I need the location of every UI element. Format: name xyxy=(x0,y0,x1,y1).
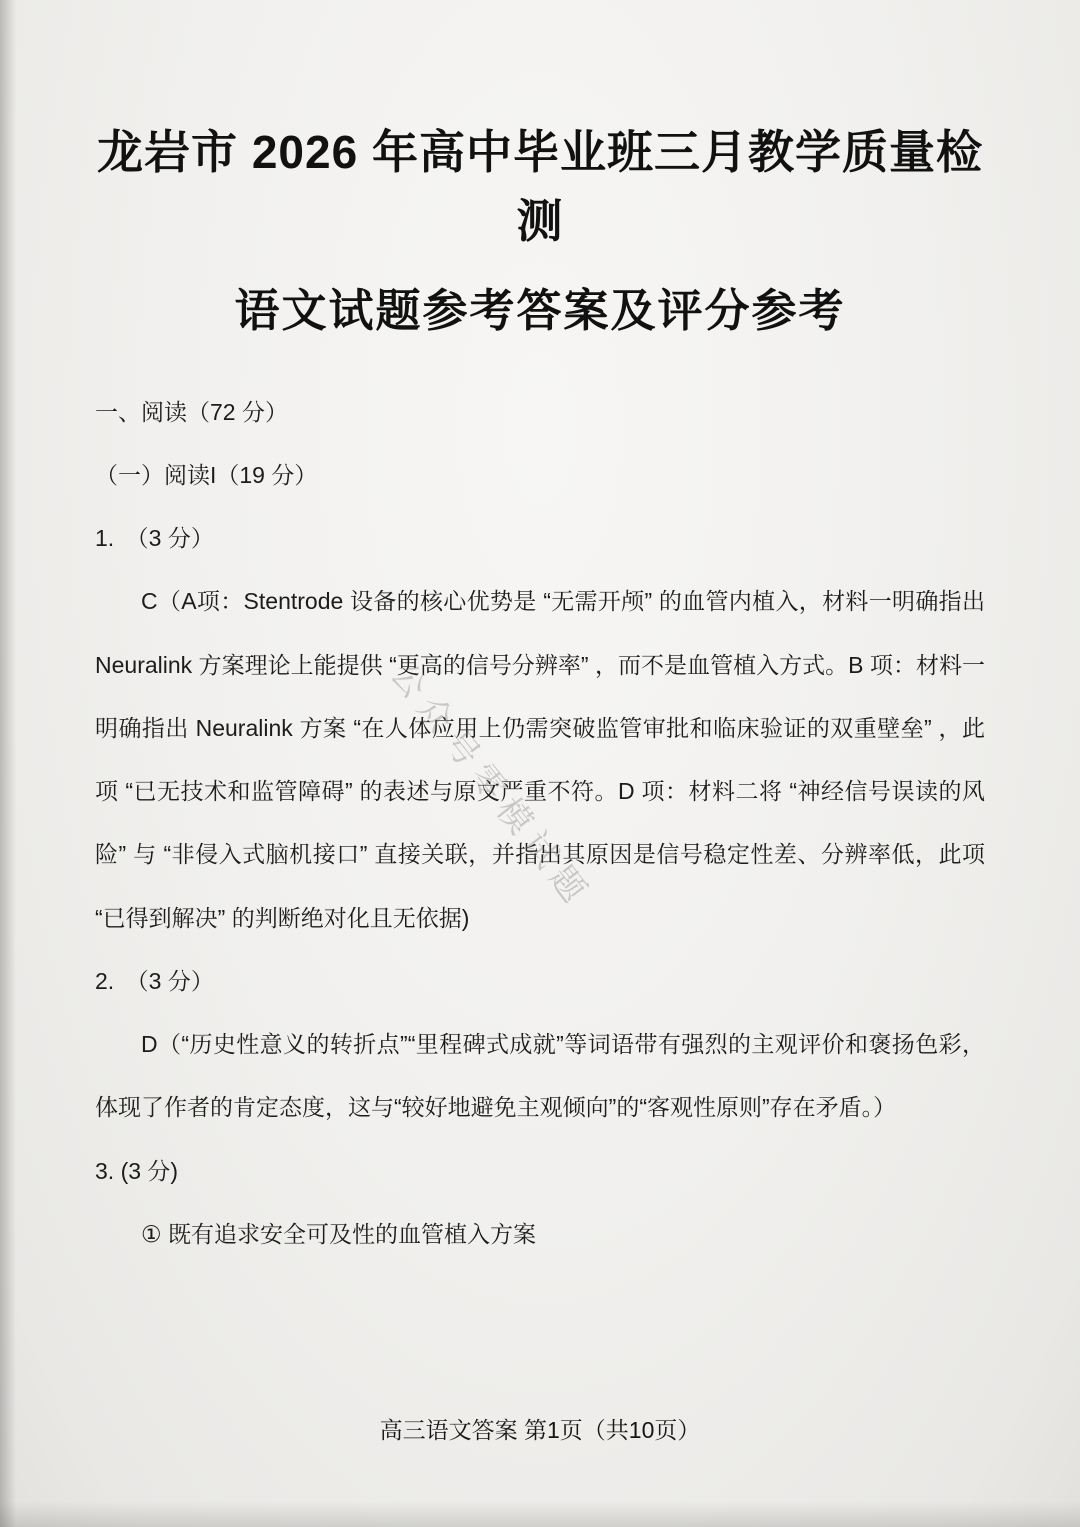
question1-answer: C（A项：Stentrode 设备的核心优势是 “无需开颅” 的血管内植入，材料一明确指出 Neuralink 方案理论上能提供 “更高的信号分辨率” ，而不是血管植入方式。B 项：材料一明确指出 Neuralink 方案 “在人体应用上仍需突破监管审批和临床验证的双重壁垒” ，此项 “已无技术和监管障碍” 的表述与原文严重不符。D 项：材料二将 “神经信号误读的风险” 与 “非侵入式脑机接口” 直接关联，并指出其原因是信号稳定性差、分辨率低，此项 “已得到解决” 的判断绝对化且无依据) xyxy=(95,588,985,931)
question1-label: 1. （3 分） xyxy=(95,525,214,551)
question3-label: 3. (3 分) xyxy=(95,1157,179,1184)
page-title: 龙岩市 2026 年高中毕业班三月教学质量检测 xyxy=(97,126,983,247)
page-subtitle: 语文试题参考答案及评分参考 xyxy=(234,285,846,336)
watermark-text: 公众号零模试题 xyxy=(382,655,599,917)
subsection-heading-reading1: （一）阅读I（19 分） xyxy=(95,461,318,488)
document-body xyxy=(95,381,985,1267)
page-footer: 高三语文答案 第1页（共10页） xyxy=(379,1417,701,1443)
question2-label: 2. （3 分） xyxy=(95,967,214,994)
section-heading-reading: 一、阅读（72 分） xyxy=(95,398,288,425)
question2-answer: D（“历史性意义的转折点”“里程碑式成就”等词语带有强烈的主观评价和褒扬色彩，体现了作者的肯定态度，这与“较好地避免主观倾向”的“客观性原则”存在矛盾。） xyxy=(95,1031,985,1121)
question3-answer: ① 既有追求安全可及性的血管植入方案 xyxy=(141,1220,537,1247)
